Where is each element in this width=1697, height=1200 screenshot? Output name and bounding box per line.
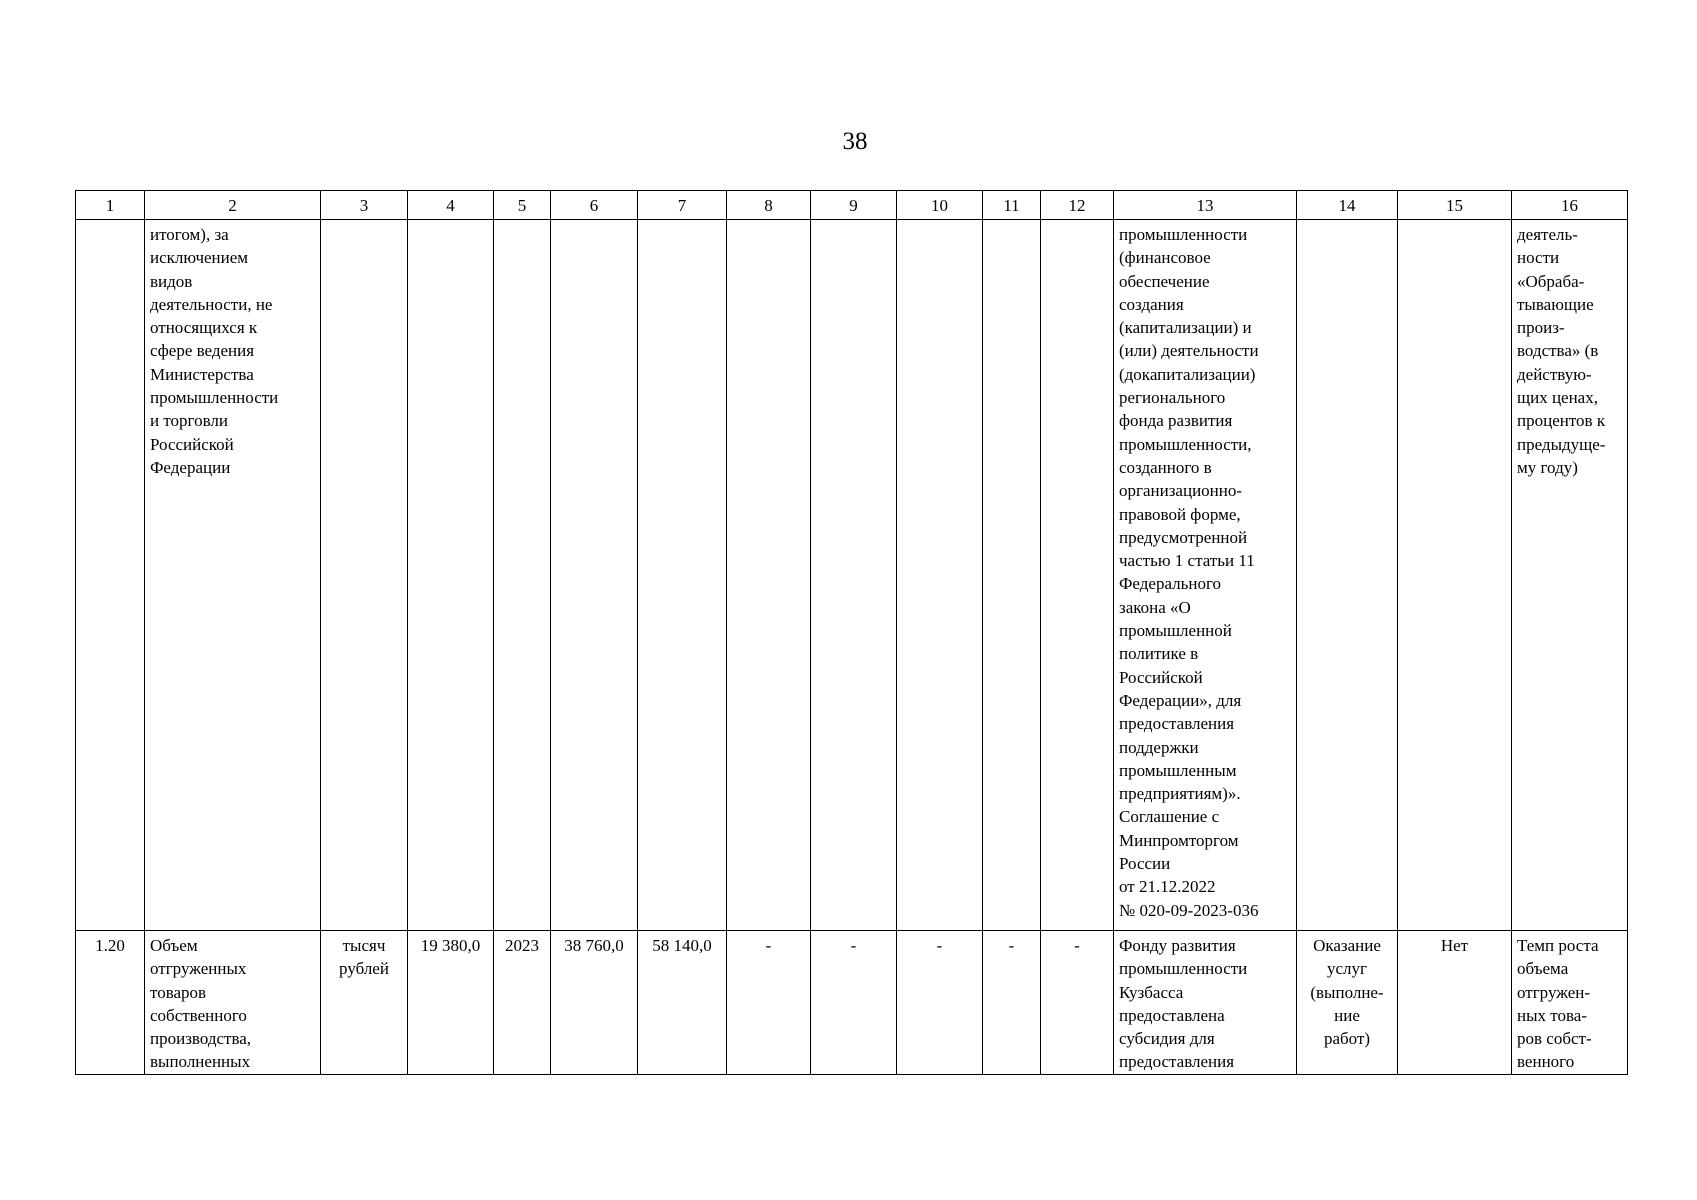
cell-value	[983, 220, 1041, 931]
cell-value: 58 140,0	[638, 931, 727, 1075]
cell-line: субсидия для	[1119, 1029, 1215, 1049]
column-header: 9	[811, 191, 897, 220]
cell-line: промышленной	[1119, 621, 1232, 641]
cell-line: создания	[1119, 294, 1184, 314]
cell-line: деятельности, не	[150, 294, 273, 314]
cell-line: ных това-	[1517, 1005, 1587, 1025]
cell-value	[638, 220, 727, 931]
cell-line: промышленности	[150, 388, 279, 408]
cell-line: Объем	[150, 936, 198, 955]
column-header: 3	[321, 191, 408, 220]
cell-flag	[1398, 220, 1512, 931]
cell-value	[727, 220, 811, 931]
cell-line: (докапитализации)	[1119, 364, 1256, 384]
cell-line: производства,	[150, 1029, 252, 1049]
cell-line: ров собст-	[1517, 1029, 1592, 1049]
cell-line: действую-	[1517, 364, 1592, 384]
cell-line: России	[1119, 854, 1171, 874]
column-header: 13	[1114, 191, 1297, 220]
cell-value: -	[1041, 931, 1114, 1075]
cell-line: (или) деятельности	[1119, 341, 1259, 361]
cell-line: и торговли	[150, 411, 228, 431]
cell-line: собственного	[150, 1005, 247, 1025]
cell-line: Российской	[1119, 667, 1203, 687]
cell-line: промышленности,	[1119, 434, 1252, 454]
cell-line: Федерации	[150, 457, 231, 477]
cell-indicator-name	[145, 220, 321, 931]
cell-line: закона «О	[1119, 597, 1191, 617]
cell-line: Федерации», для	[1119, 690, 1242, 710]
cell-line: Российской	[150, 434, 234, 454]
cell-value: 38 760,0	[551, 931, 638, 1075]
cell-line: Минпромторгом	[1119, 830, 1239, 850]
cell-value: -	[727, 931, 811, 1075]
cell-line: относящихся к	[150, 318, 258, 338]
cell-document	[1114, 220, 1297, 931]
cell-line: работ)	[1323, 1029, 1371, 1049]
cell-line: предусмотренной	[1119, 527, 1248, 547]
column-header: 6	[551, 191, 638, 220]
cell-line: услуг	[1326, 959, 1367, 979]
cell-line: промышленным	[1119, 760, 1237, 780]
cell-line: щих ценах,	[1517, 388, 1598, 408]
column-header: 14	[1297, 191, 1398, 220]
table-row	[76, 220, 1628, 931]
cell-line: водства» (в	[1517, 341, 1599, 361]
column-header: 11	[983, 191, 1041, 220]
cell-line: деятель-	[1517, 225, 1578, 244]
column-header: 5	[494, 191, 551, 220]
cell-indicator-name	[145, 931, 321, 1075]
cell-base-value	[408, 220, 494, 931]
cell-line: частью 1 статьи 11	[1119, 551, 1255, 571]
cell-line: отгруженных	[150, 959, 247, 979]
cell-value: -	[811, 931, 897, 1075]
cell-unit	[321, 931, 408, 1075]
cell-line: от 21.12.2022	[1119, 877, 1216, 897]
table-row	[76, 931, 1628, 1075]
cell-line: «Обраба-	[1517, 271, 1585, 291]
cell-line: фонда развития	[1119, 411, 1233, 431]
cell-line: Оказание	[1313, 936, 1381, 955]
cell-base-value: 19 380,0	[408, 931, 494, 1075]
cell-line: произ-	[1517, 318, 1565, 338]
cell-document	[1114, 931, 1297, 1075]
cell-flag: Нет	[1398, 931, 1512, 1075]
cell-line: венного	[1517, 1052, 1575, 1072]
column-header: 16	[1512, 191, 1628, 220]
cell-line: организационно-	[1119, 481, 1243, 501]
cell-value: -	[983, 931, 1041, 1075]
page-number: 38	[842, 128, 868, 155]
cell-unit	[321, 220, 408, 931]
cell-line: выполненных	[150, 1052, 251, 1072]
cell-line: процентов к	[1517, 411, 1606, 431]
cell-line: предоставления	[1119, 1052, 1235, 1072]
column-header: 7	[638, 191, 727, 220]
cell-line: политике в	[1119, 644, 1199, 664]
cell-line: ности	[1517, 248, 1560, 268]
cell-line: регионального	[1119, 388, 1226, 408]
cell-line: промышленности	[1119, 959, 1248, 979]
cell-line: товаров	[150, 982, 207, 1002]
cell-base-year	[494, 220, 551, 931]
cell-type	[1297, 220, 1398, 931]
cell-line: исключением	[150, 248, 249, 268]
column-header: 8	[727, 191, 811, 220]
cell-line: (выполне-	[1310, 982, 1384, 1002]
cell-line: предприятиям)».	[1119, 784, 1241, 804]
cell-value	[897, 220, 983, 931]
cell-line: тывающие	[1517, 294, 1594, 314]
cell-type	[1297, 931, 1398, 1075]
cell-line: итогом), за	[150, 225, 229, 244]
cell-linked-indicator	[1512, 220, 1628, 931]
cell-line: Министерства	[150, 364, 254, 384]
cell-line: объема	[1517, 959, 1569, 979]
cell-line: обеспечение	[1119, 271, 1210, 291]
column-header: 12	[1041, 191, 1114, 220]
column-header: 2	[145, 191, 321, 220]
indicators-table	[75, 190, 1628, 1075]
cell-number	[76, 220, 145, 931]
cell-line: отгружен-	[1517, 982, 1591, 1002]
cell-line: (капитализации) и	[1119, 318, 1252, 338]
cell-line: № 020-09-2023-036	[1119, 900, 1259, 920]
cell-line: Соглашение с	[1119, 807, 1220, 827]
header-row	[76, 191, 1628, 220]
cell-line: видов	[150, 271, 193, 291]
cell-line: рублей	[339, 959, 389, 979]
cell-line: Федерального	[1119, 574, 1222, 594]
cell-line: поддержки	[1119, 737, 1199, 757]
cell-line: Темп роста	[1517, 936, 1599, 955]
cell-value	[551, 220, 638, 931]
cell-linked-indicator	[1512, 931, 1628, 1075]
cell-line: правовой форме,	[1119, 504, 1241, 524]
column-header: 1	[76, 191, 145, 220]
cell-line: предоставления	[1119, 714, 1235, 734]
cell-line: предыдуще-	[1517, 434, 1606, 454]
cell-line: (финансовое	[1119, 248, 1211, 268]
cell-number: 1.20	[76, 931, 145, 1075]
cell-line: му году)	[1517, 457, 1578, 477]
cell-line: созданного в	[1119, 457, 1212, 477]
cell-line: Кузбасса	[1119, 982, 1184, 1002]
cell-line: предоставлена	[1119, 1005, 1225, 1025]
cell-line: промышленности	[1119, 225, 1248, 244]
column-header: 10	[897, 191, 983, 220]
cell-line: сфере ведения	[150, 341, 255, 361]
cell-value	[811, 220, 897, 931]
cell-line: ние	[1334, 1005, 1360, 1025]
cell-value: -	[897, 931, 983, 1075]
column-header: 15	[1398, 191, 1512, 220]
cell-line: Фонду развития	[1119, 936, 1236, 955]
cell-line: тысяч	[342, 936, 386, 955]
cell-base-year: 2023	[494, 931, 551, 1075]
cell-value	[1041, 220, 1114, 931]
column-header: 4	[408, 191, 494, 220]
